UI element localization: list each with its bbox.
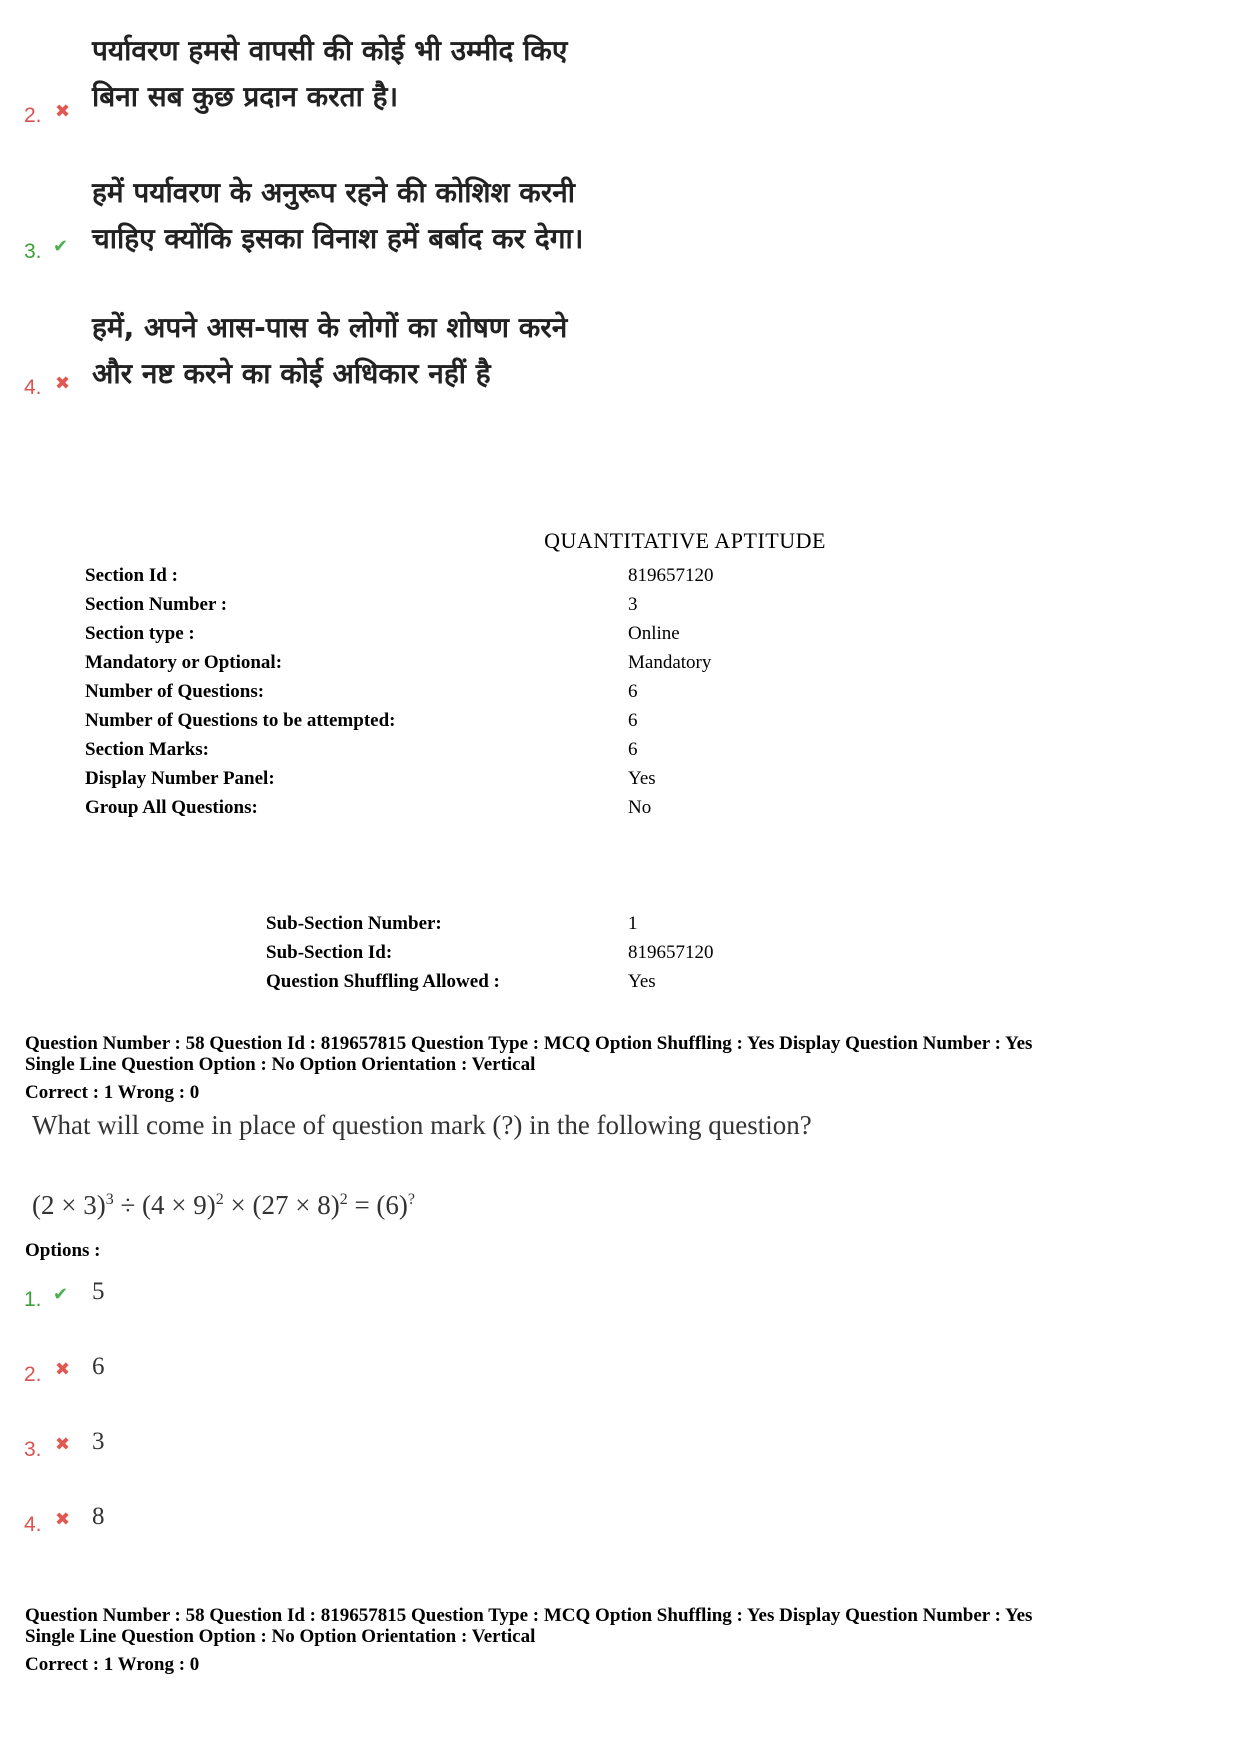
section-type-label: Section type : — [85, 623, 195, 644]
option-number: 2. — [24, 1363, 42, 1386]
section-number-value: 3 — [628, 594, 638, 615]
question-marks: Correct : 1 Wrong : 0 — [25, 1654, 200, 1675]
section-number-label: Section Number : — [85, 594, 228, 615]
option-number: 4. — [24, 376, 42, 399]
question-text: What will come in place of question mark (?) in the following question? — [32, 1110, 812, 1140]
num-attempt-label: Number of Questions to be attempted: — [85, 710, 396, 731]
section-type-value: Online — [628, 623, 680, 644]
option-value: 8 — [92, 1503, 105, 1530]
formula-exponent: 3 — [105, 1191, 114, 1208]
section-id-value: 819657120 — [628, 565, 714, 586]
question-meta — [25, 1605, 1215, 1647]
formula-part: = (6) — [347, 1190, 408, 1220]
option-number: 3. — [24, 240, 42, 263]
option-number: 1. — [24, 1288, 42, 1311]
section-title: QUANTITATIVE APTITUDE — [544, 528, 826, 553]
subsection-id-label: Sub-Section Id: — [266, 942, 393, 963]
num-questions-value: 6 — [628, 681, 638, 702]
option-text — [92, 305, 712, 397]
wrong-cross-icon: ✖ — [55, 1509, 71, 1530]
formula-exponent: 2 — [339, 1191, 348, 1208]
mandatory-label: Mandatory or Optional: — [85, 652, 283, 673]
question-meta-line: Single Line Question Option : No Option Orientation : Vertical — [25, 1626, 536, 1647]
option-number: 2. — [24, 104, 42, 127]
option-text-line: हमें, अपने आस-पास के लोगों का शोषण करने — [92, 311, 568, 344]
num-questions-label: Number of Questions: — [85, 681, 265, 702]
option-text-line: और नष्ट करने का कोई अधिकार नहीं है — [92, 357, 491, 390]
section-marks-label: Section Marks: — [85, 739, 210, 760]
wrong-cross-icon: ✖ — [55, 1434, 71, 1455]
option-number: 4. — [24, 1513, 42, 1536]
number-panel-label: Display Number Panel: — [85, 768, 275, 789]
mandatory-value: Mandatory — [628, 652, 712, 673]
option-text — [92, 28, 712, 120]
question-meta-line: Question Number : 58 Question Id : 819657815 Question Type : MCQ Option Shuffling : Yes Display Question Number : Yes — [25, 1033, 1033, 1054]
question-marks: Correct : 1 Wrong : 0 — [25, 1082, 200, 1103]
correct-check-icon: ✔ — [53, 236, 69, 257]
option-text-line: हमें पर्यावरण के अनुरूप रहने की कोशिश करनी — [92, 176, 576, 209]
group-questions-value: No — [628, 797, 652, 818]
formula-part: ÷ (4 × 9) — [113, 1190, 216, 1220]
section-id-label: Section Id : — [85, 565, 178, 586]
option-text — [92, 170, 712, 262]
question-meta — [25, 1033, 1215, 1075]
formula-part: × (27 × 8) — [223, 1190, 340, 1220]
shuffling-label: Question Shuffling Allowed : — [266, 971, 500, 992]
option-value: 5 — [92, 1278, 105, 1305]
section-marks-value: 6 — [628, 739, 638, 760]
subsection-number-value: 1 — [628, 913, 638, 934]
correct-check-icon: ✔ — [53, 1284, 69, 1305]
subsection-number-label: Sub-Section Number: — [266, 913, 442, 934]
num-attempt-value: 6 — [628, 710, 638, 731]
wrong-cross-icon: ✖ — [55, 1359, 71, 1380]
option-text-line: बिना सब कुछ प्रदान करता है। — [92, 80, 399, 113]
option-text-line: चाहिए क्योंकि इसका विनाश हमें बर्बाद कर देगा। — [92, 222, 584, 255]
option-text-line: पर्यावरण हमसे वापसी की कोई भी उम्मीद किए — [92, 34, 568, 67]
subsection-id-value: 819657120 — [628, 942, 714, 963]
wrong-cross-icon: ✖ — [55, 101, 71, 122]
wrong-cross-icon: ✖ — [55, 373, 71, 394]
formula-exponent: ? — [407, 1191, 416, 1208]
group-questions-label: Group All Questions: — [85, 797, 258, 818]
option-value: 6 — [92, 1353, 105, 1380]
question-meta-line: Single Line Question Option : No Option Orientation : Vertical — [25, 1054, 536, 1075]
formula-part: (2 × 3) — [32, 1190, 106, 1220]
question-formula — [32, 1190, 415, 1221]
number-panel-value: Yes — [628, 768, 656, 789]
question-meta-line: Question Number : 58 Question Id : 819657815 Question Type : MCQ Option Shuffling : Yes Display Question Number : Yes — [25, 1605, 1033, 1626]
option-value: 3 — [92, 1428, 105, 1455]
formula-exponent: 2 — [215, 1191, 224, 1208]
options-label: Options : — [25, 1240, 101, 1261]
option-number: 3. — [24, 1438, 42, 1461]
shuffling-value: Yes — [628, 971, 656, 992]
